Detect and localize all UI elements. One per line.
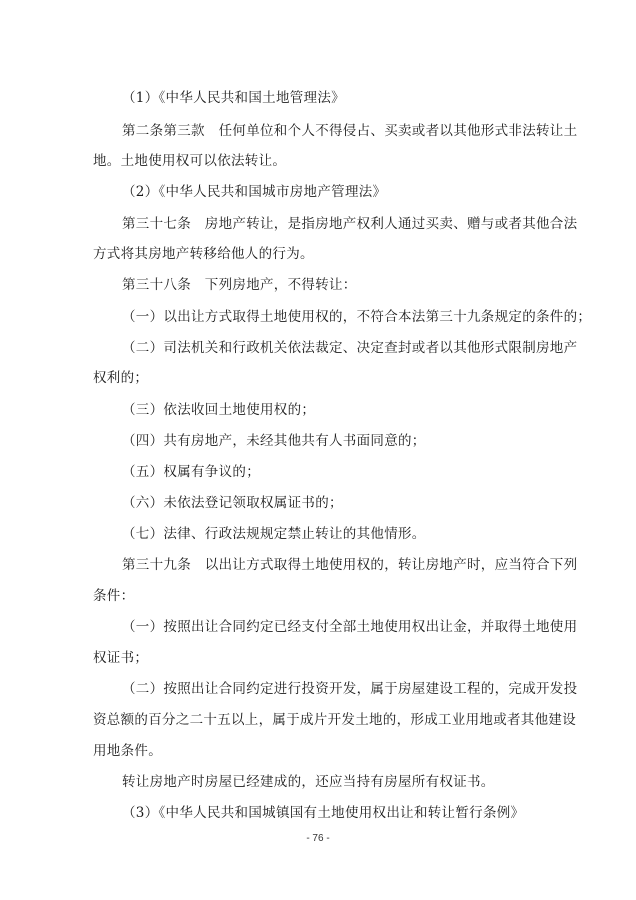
text-line: （四）共有房地产，未经其他共有人书面同意的； [122,433,426,449]
text-line: 第三十八条 下列房地产，不得转让： [122,277,357,293]
text-line: （一）以出让方式取得土地使用权的，不符合本法第三十九条规定的条件的； [122,309,592,325]
page-number: - 76 - [306,833,330,844]
text-line: （三）依法收回土地使用权的； [122,402,316,418]
text-line: （七）法律、行政法规规定禁止转让的其他情形。 [122,526,426,542]
text-line: 转让房地产时房屋已经建成的，还应当持有房屋所有权证书。 [122,774,495,790]
text-line: 第二条第三款 任何单位和个人不得侵占、买卖或者以其他形式非法转让土 [122,123,578,139]
text-line: 第三十七条 房地产转让，是指房地产权利人通过买卖、赠与或者其他合法 [122,216,578,232]
text-line: 用地条件。 [93,743,162,759]
text-line: （1）《中华人民共和国土地管理法》 [122,90,345,106]
text-line: （2）《中华人民共和国城市房地产管理法》 [122,184,387,200]
text-line: 第三十九条 以出让方式取得土地使用权的，转让房地产时，应当符合下列 [122,557,578,573]
text-line: （二）司法机关和行政机关依法裁定、决定查封或者以其他形式限制房地产 [122,340,578,356]
text-line: 权证书； [93,650,149,666]
text-line: 权利的； [93,370,149,386]
text-line: （六）未依法登记领取权属证书的； [122,495,343,511]
text-line: （二）按照出让合同约定进行投资开发，属于房屋建设工程的，完成开发投 [122,681,578,697]
text-line: 资总额的百分之二十五以上，属于成片开发土地的，形成工业用地或者其他建设 [93,712,576,728]
text-line: （3）《中华人民共和国城镇国有土地使用权出让和转让暂行条例》 [122,805,525,821]
text-line: （一）按照出让合同约定已经支付全部土地使用权出让金，并取得土地使用 [122,619,578,635]
text-line: （五）权属有争议的； [122,464,260,480]
text-line: 地。土地使用权可以依法转让。 [93,153,287,169]
text-line: 方式将其房地产转移给他人的行为。 [93,246,314,262]
text-line: 条件： [93,588,135,604]
